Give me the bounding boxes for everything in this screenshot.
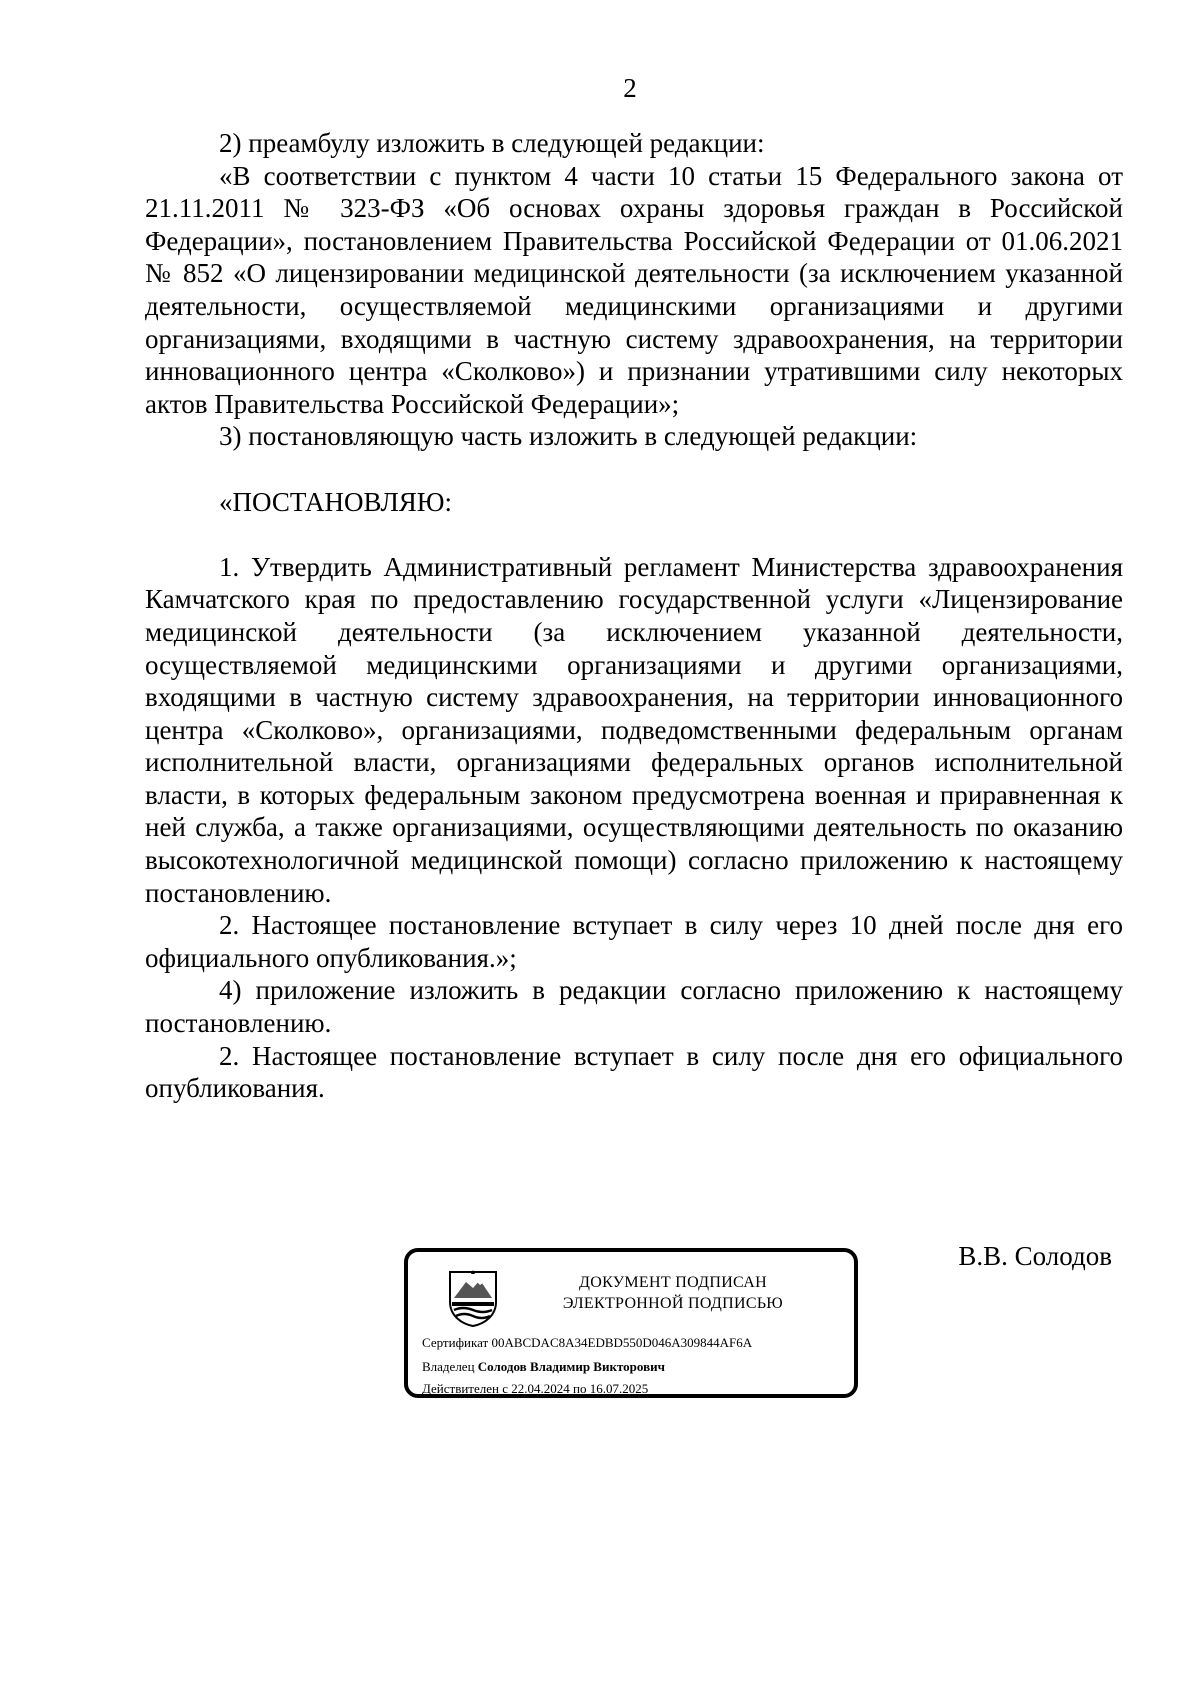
stamp-owner-line — [422, 1359, 665, 1375]
stamp-owner-value: Солодов Владимир Викторович — [477, 1359, 665, 1374]
paragraph-operative-instruction: 3) постановляющую часть изложить в следующей редакции: — [219, 421, 918, 452]
stamp-validity-line — [422, 1381, 648, 1397]
spacer — [145, 518, 1123, 551]
stamp-owner-label: Владелец — [422, 1359, 475, 1374]
document-body — [145, 127, 1123, 1105]
paragraph-appendix-instruction: 4) приложение изложить в редакции согласно приложению к настоящему постановлению. — [145, 975, 1123, 1039]
stamp-valid-label: Действителен с — [422, 1381, 508, 1396]
paragraph-resolve-heading: «ПОСТАНОВЛЯЮ: — [219, 486, 453, 517]
stamp-certificate-value: 00ABCDAC8A34EDBD550D046A309844AF6A — [491, 1335, 753, 1350]
signer-name: В.В. Солодов — [958, 1241, 1112, 1271]
stamp-valid-from: 22.04.2024 — [511, 1381, 570, 1396]
paragraph-preamble-text: «В соответствии с пунктом 4 части 10 статьи 15 Федерального закона от 21.11.2011 № 323-ФЗ «Об основах охраны здоровья граждан в Российской Федерации», постановлением Правительства Российской Федерации от 01.06.2021 № 852 «О лицензировании медицинской деятельности (за исключением указанной деятельности, осуществляемой медицинскими организациями и другими организациями, входящими в частную систему здравоохранения, на территории инновационного центра «Сколково») и признании утратившими силу некоторых актов Правительства Российской Федерации»; — [145, 160, 1123, 419]
electronic-signature-stamp — [404, 1248, 858, 1398]
stamp-valid-to-label: по — [573, 1381, 587, 1396]
stamp-valid-to: 16.07.2025 — [589, 1381, 649, 1396]
stamp-certificate-label: Сертификат — [422, 1335, 489, 1350]
spacer — [145, 453, 1123, 486]
paragraph-final-effective: 2. Настоящее постановление вступает в силу после дня его официального опубликования. — [145, 1040, 1123, 1104]
paragraph-item-2-effective: 2. Настоящее постановление вступает в силу через 10 дней после дня его официального опубликования.»; — [145, 910, 1123, 973]
paragraph-item-1-approve: 1. Утвердить Административный регламент Министерства здравоохранения Камчатского края по предоставлению государственной услуги «Лицензирование медицинской деятельности (за исключением указанной деятельности, осуществляемой медицинскими организациями и другими организациями, входящими в частную систему здравоохранения, на территории инновационного центра «Сколково», организациями, подведомственными федеральным органам исполнительной власти, организациями федеральных органов исполнительной власти, в которых федеральным законом предусмотрена военная и приравненная к ней служба, а также организациями, осуществляющими деятельность по оказанию высокотехнологичной медицинской помощи) согласно приложению к настоящему постановлению. — [145, 551, 1123, 908]
stamp-title — [508, 1272, 838, 1314]
paragraph-preamble-instruction: 2) преамбулу изложить в следующей редакции: — [219, 128, 765, 158]
page-number: 2 — [623, 73, 637, 103]
stamp-title-line-1: ДОКУМЕНТ ПОДПИСАН — [579, 1274, 767, 1291]
kamchatka-coat-of-arms-icon — [446, 1268, 500, 1328]
stamp-title-line-2: ЭЛЕКТРОННОЙ ПОДПИСЬЮ — [562, 1295, 784, 1312]
stamp-certificate-line — [422, 1335, 752, 1351]
